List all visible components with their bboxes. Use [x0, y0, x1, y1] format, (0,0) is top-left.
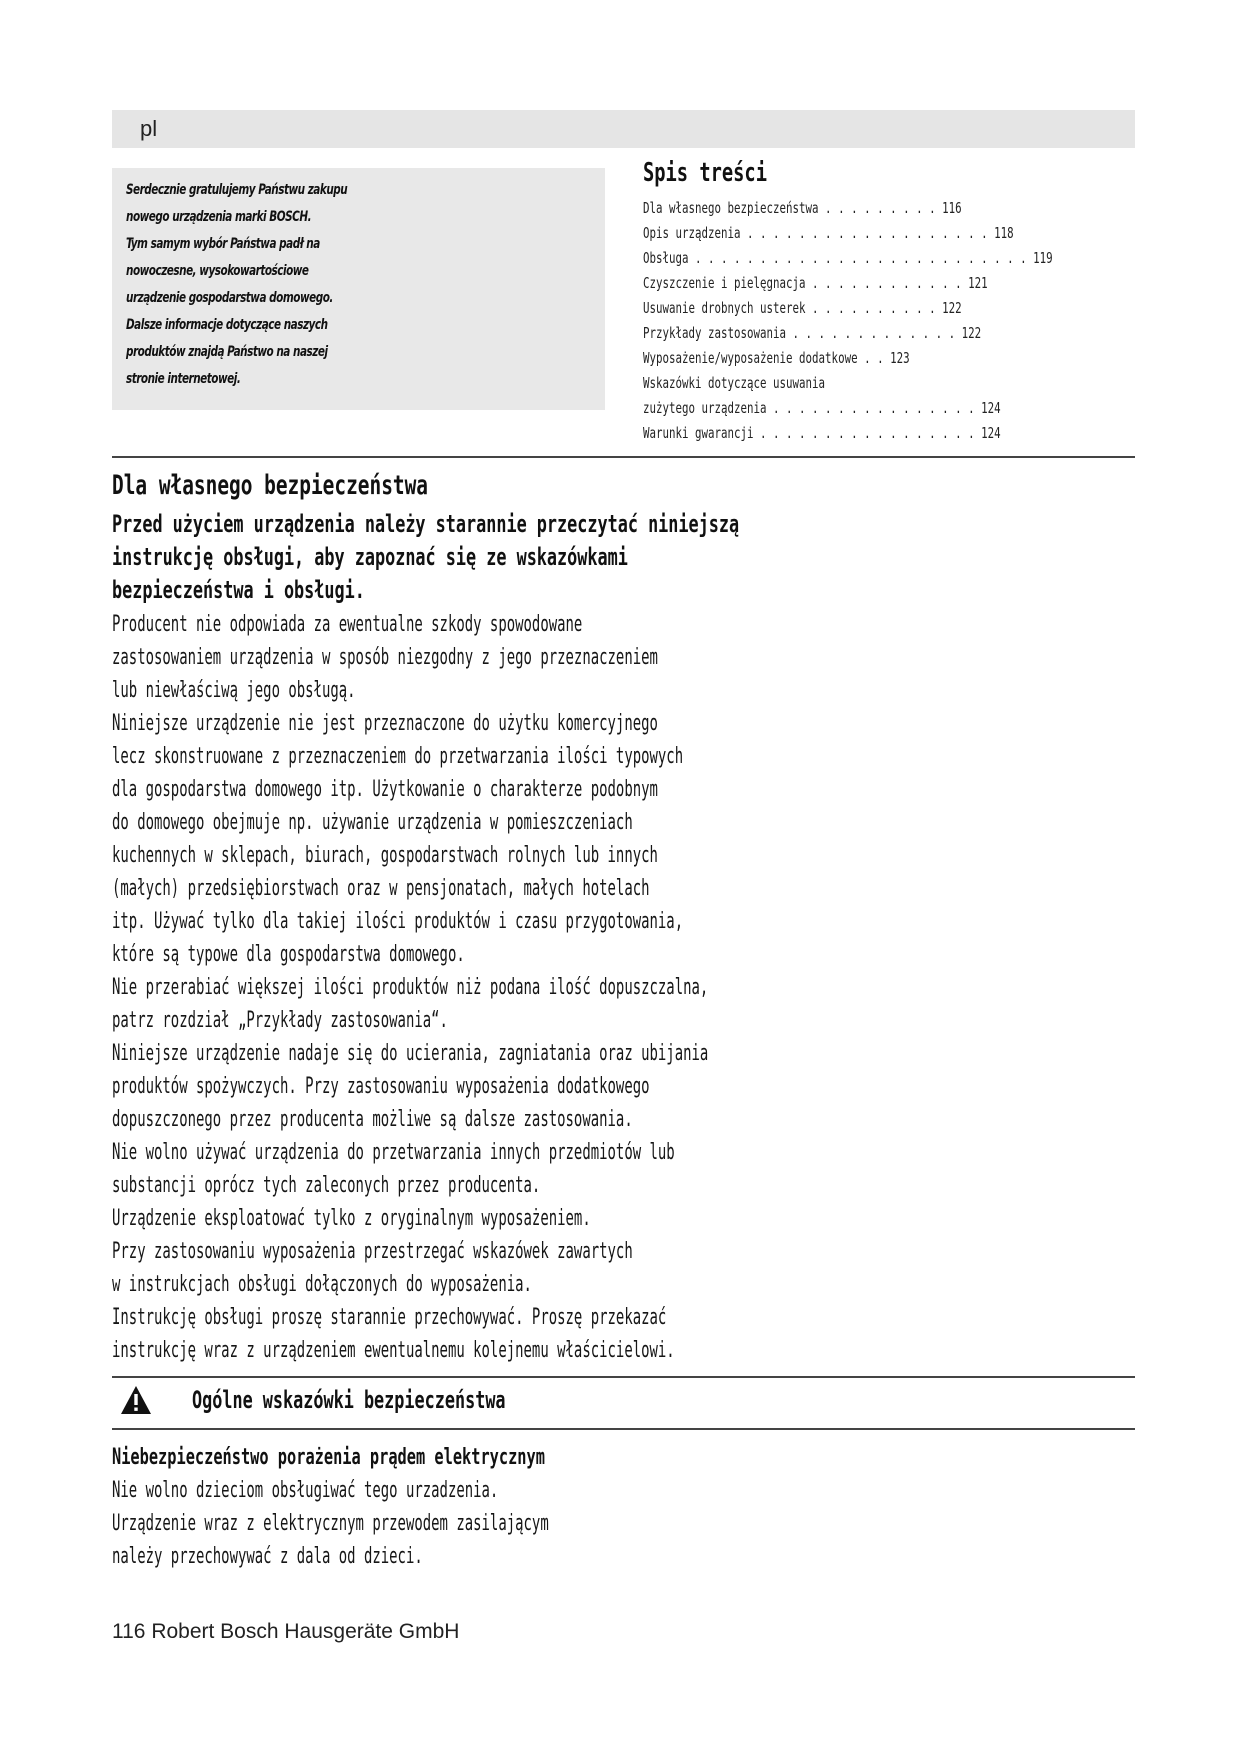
- toc-entry[interactable]: zużytego urządzenia . . . . . . . . . . . . . . . . 124: [643, 399, 1001, 417]
- body-line: Urządzenie eksploatować tylko z oryginalnym wyposażeniem.: [112, 1205, 591, 1231]
- toc-entry[interactable]: Wyposażenie/wyposażenie dodatkowe . . 123: [643, 349, 910, 367]
- intro-line: stronie internetowej.: [126, 371, 241, 387]
- warning-section-title: Ogólne wskazówki bezpieczeństwa: [192, 1386, 506, 1414]
- body-line: kuchennych w sklepach, biurach, gospodarstwach rolnych lub innych: [112, 842, 658, 868]
- bold-paragraph-line: bezpieczeństwa i obsługi.: [112, 576, 365, 604]
- toc-entry[interactable]: Wskazówki dotyczące usuwania: [643, 374, 826, 392]
- toc-title: Spis treści: [643, 158, 767, 188]
- subheading: Niebezpieczeństwo porażenia prądem elektrycznym: [112, 1444, 545, 1470]
- toc-entry[interactable]: Czyszczenie i pielęgnacja . . . . . . . . . . . . 121: [643, 274, 988, 292]
- divider: [112, 1428, 1135, 1430]
- body-line: Niniejsze urządzenie nie jest przeznaczone do użytku komercyjnego: [112, 710, 658, 736]
- toc-entry[interactable]: Obsługa . . . . . . . . . . . . . . . . . . . . . . . . . . 119: [643, 249, 1053, 267]
- body-line: produktów spożywczych. Przy zastosowaniu wyposażenia dodatkowego: [112, 1073, 650, 1099]
- body-line: Nie wolno dzieciom obsługiwać tego urzadzenia.: [112, 1477, 499, 1503]
- divider: [112, 456, 1135, 458]
- body-line: zastosowaniem urządzenia w sposób niezgodny z jego przeznaczeniem: [112, 644, 658, 670]
- body-line: patrz rozdział „Przykłady zastosowania“.: [112, 1007, 448, 1033]
- body-line: Instrukcję obsługi proszę starannie przechowywać. Proszę przekazać: [112, 1304, 667, 1330]
- divider: [112, 1376, 1135, 1378]
- intro-line: urządzenie gospodarstwa domowego.: [126, 290, 333, 306]
- language-code: pl: [140, 116, 158, 141]
- header-bar: [112, 110, 1135, 148]
- intro-line: Tym samym wybór Państwa padł na: [126, 236, 320, 252]
- body-line: Nie przerabiać większej ilości produktów niż podana ilość dopuszczalna,: [112, 974, 709, 1000]
- page-footer: 116 Robert Bosch Hausgeräte GmbH: [112, 1620, 460, 1643]
- warning-icon: [120, 1385, 152, 1415]
- intro-line: Serdecznie gratulujemy Państwu zakupu: [126, 182, 348, 198]
- body-line: (małych) przedsiębiorstwach oraz w pensjonatach, małych hotelach: [112, 875, 650, 901]
- bold-paragraph-line: instrukcję obsługi, aby zapoznać się ze wskazówkami: [112, 543, 628, 571]
- intro-box: [112, 168, 605, 410]
- intro-line: nowego urządzenia marki BOSCH.: [126, 209, 312, 225]
- toc-entry[interactable]: Dla własnego bezpieczeństwa . . . . . . . . . 116: [643, 199, 962, 217]
- body-line: w instrukcjach obsługi dołączonych do wyposażenia.: [112, 1271, 532, 1297]
- bold-paragraph-line: Przed użyciem urządzenia należy starannie przeczytać niniejszą: [112, 510, 740, 538]
- toc-entry[interactable]: Przykłady zastosowania . . . . . . . . . . . . . 122: [643, 324, 982, 342]
- body-line: dla gospodarstwa domowego itp. Użytkowanie o charakterze podobnym: [112, 776, 658, 802]
- body-line: Nie wolno używać urządzenia do przetwarzania innych przedmiotów lub: [112, 1139, 675, 1165]
- body-line: substancji oprócz tych zaleconych przez producenta.: [112, 1172, 541, 1198]
- body-line: należy przechowywać z dala od dzieci.: [112, 1543, 423, 1569]
- body-line: Urządzenie wraz z elektrycznym przewodem zasilającym: [112, 1510, 549, 1536]
- body-line: itp. Używać tylko dla takiej ilości produktów i czasu przygotowania,: [112, 908, 684, 934]
- body-line: Niniejsze urządzenie nadaje się do ucierania, zagniatania oraz ubijania: [112, 1040, 709, 1066]
- toc-entry[interactable]: Warunki gwarancji . . . . . . . . . . . . . . . . . 124: [643, 424, 1001, 442]
- intro-line: Dalsze informacje dotyczące naszych: [126, 317, 328, 333]
- intro-line: produktów znajdą Państwo na naszej: [126, 344, 328, 360]
- body-line: lecz skonstruowane z przeznaczeniem do przetwarzania ilości typowych: [112, 743, 684, 769]
- body-line: lub niewłaściwą jego obsługą.: [112, 677, 356, 703]
- body-line: do domowego obejmuje np. używanie urządzenia w pomieszczeniach: [112, 809, 633, 835]
- toc-entry[interactable]: Opis urządzenia . . . . . . . . . . . . . . . . . . . 118: [643, 224, 1014, 242]
- body-line: które są typowe dla gospodarstwa domowego.: [112, 941, 465, 967]
- body-line: dopuszczonego przez producenta możliwe są dalsze zastosowania.: [112, 1106, 633, 1132]
- body-line: instrukcję wraz z urządzeniem ewentualnemu kolejnemu właścicielowi.: [112, 1337, 675, 1363]
- body-line: Producent nie odpowiada za ewentualne szkody spowodowane: [112, 611, 583, 637]
- toc-entry[interactable]: Usuwanie drobnych usterek . . . . . . . . . . 122: [643, 299, 962, 317]
- body-line: Przy zastosowaniu wyposażenia przestrzegać wskazówek zawartych: [112, 1238, 633, 1264]
- intro-line: nowoczesne, wysokowartościowe: [126, 263, 309, 279]
- section-title: Dla własnego bezpieczeństwa: [112, 470, 429, 501]
